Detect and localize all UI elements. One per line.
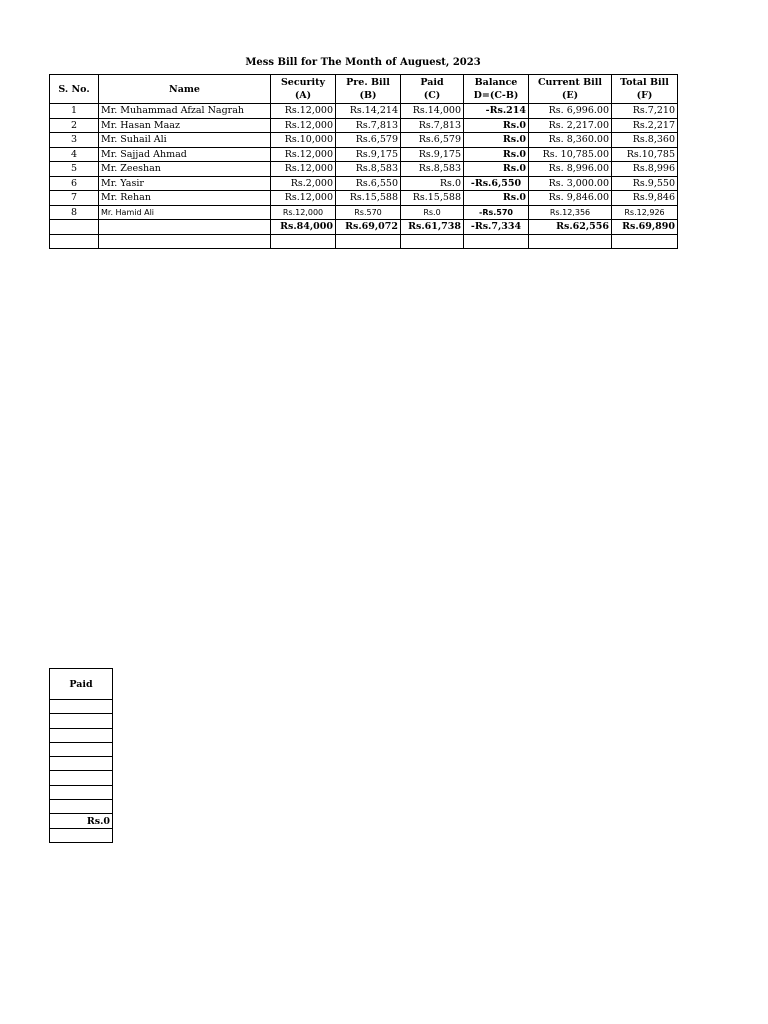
cell-name: Mr. Hamid Ali (99, 205, 271, 220)
cell-total-bill: Rs.8,996 (612, 162, 678, 177)
cell-name: Mr. Yasir (99, 176, 271, 191)
mess-bill-table (49, 74, 678, 249)
total-security: Rs.84,000 (271, 220, 336, 235)
cell-prebill: Rs.8,583 (336, 162, 401, 177)
cell-security: Rs.12,000 (271, 118, 336, 133)
cell-current-bill: Rs. 8,996.00 (529, 162, 612, 177)
cell-balance: Rs.0 (464, 133, 529, 148)
cell-prebill: Rs.9,175 (336, 147, 401, 162)
paid-row (50, 785, 113, 799)
table-row (50, 118, 678, 133)
cell-total-bill: Rs.9,550 (612, 176, 678, 191)
table-row (50, 104, 678, 119)
cell-name: Mr. Muhammad Afzal Nagrah (99, 104, 271, 119)
table-row (50, 176, 678, 191)
page-title: Mess Bill for The Month of Auguest, 2023 (245, 57, 481, 68)
cell-empty (50, 220, 99, 235)
cell-prebill: Rs.6,550 (336, 176, 401, 191)
paid-header: Paid (50, 669, 113, 700)
cell-total-bill: Rs.9,846 (612, 191, 678, 206)
paid-row (50, 771, 113, 785)
cell-prebill: Rs.6,579 (336, 133, 401, 148)
cell-sno: 8 (50, 205, 99, 220)
header-current-bill: Current Bill (E) (529, 75, 612, 104)
cell-current-bill: Rs. 10,785.00 (529, 147, 612, 162)
header-row (50, 75, 678, 104)
cell-security: Rs.10,000 (271, 133, 336, 148)
cell-security: Rs.12,000 (271, 104, 336, 119)
cell-balance: -Rs.214 (464, 104, 529, 119)
cell-current-bill: Rs. 6,996.00 (529, 104, 612, 119)
cell-prebill: Rs.15,588 (336, 191, 401, 206)
paid-row (50, 700, 113, 714)
header-total-bill: Total Bill (F) (612, 75, 678, 104)
cell-name: Mr. Rehan (99, 191, 271, 206)
cell-balance: -Rs.6,550 (464, 176, 529, 191)
table-row (50, 191, 678, 206)
cell-paid: Rs.6,579 (401, 133, 464, 148)
cell-prebill: Rs.14,214 (336, 104, 401, 119)
cell-security: Rs.12,000 (271, 147, 336, 162)
cell-name: Mr. Zeeshan (99, 162, 271, 177)
total-balance: -Rs.7,334 (464, 220, 529, 235)
total-paid: Rs.61,738 (401, 220, 464, 235)
total-current-bill: Rs.62,556 (529, 220, 612, 235)
table-row (50, 205, 678, 220)
cell-current-bill: Rs. 3,000.00 (529, 176, 612, 191)
cell-sno: 6 (50, 176, 99, 191)
cell-sno: 4 (50, 147, 99, 162)
cell-current-bill: Rs. 9,846.00 (529, 191, 612, 206)
cell-name: Mr. Suhail Ali (99, 133, 271, 148)
cell-paid: Rs.7,813 (401, 118, 464, 133)
cell-prebill: Rs.7,813 (336, 118, 401, 133)
cell-balance: Rs.0 (464, 147, 529, 162)
cell-security: Rs.2,000 (271, 176, 336, 191)
paid-total: Rs.0 (50, 814, 113, 828)
table-row (50, 162, 678, 177)
paid-row (50, 800, 113, 814)
cell-paid: Rs.9,175 (401, 147, 464, 162)
cell-balance: Rs.0 (464, 162, 529, 177)
cell-prebill: Rs.570 (336, 205, 401, 220)
header-sno: S. No. (50, 75, 99, 104)
cell-paid: Rs.15,588 (401, 191, 464, 206)
totals-row (50, 220, 678, 235)
paid-table (49, 668, 113, 843)
cell-total-bill: Rs.8,360 (612, 133, 678, 148)
cell-balance: -Rs.570 (464, 205, 529, 220)
empty-row (50, 234, 678, 248)
cell-name: Mr. Sajjad Ahmad (99, 147, 271, 162)
header-balance: Balance D=(C-B) (464, 75, 529, 104)
cell-security: Rs.12,000 (271, 191, 336, 206)
cell-paid: Rs.0 (401, 176, 464, 191)
header-paid: Paid (C) (401, 75, 464, 104)
cell-total-bill: Rs.2,217 (612, 118, 678, 133)
total-total-bill: Rs.69,890 (612, 220, 678, 235)
paid-row (50, 714, 113, 728)
cell-total-bill: Rs.7,210 (612, 104, 678, 119)
cell-sno: 5 (50, 162, 99, 177)
cell-balance: Rs.0 (464, 191, 529, 206)
cell-total-bill: Rs.12,926 (612, 205, 678, 220)
cell-sno: 7 (50, 191, 99, 206)
cell-name: Mr. Hasan Maaz (99, 118, 271, 133)
paid-row (50, 828, 113, 842)
cell-current-bill: Rs.12,356 (529, 205, 612, 220)
cell-security: Rs.12,000 (271, 205, 336, 220)
header-prebill: Pre. Bill (B) (336, 75, 401, 104)
cell-sno: 3 (50, 133, 99, 148)
paid-row (50, 757, 113, 771)
cell-current-bill: Rs. 2,217.00 (529, 118, 612, 133)
total-prebill: Rs.69,072 (336, 220, 401, 235)
table-row (50, 133, 678, 148)
cell-paid: Rs.0 (401, 205, 464, 220)
header-name: Name (99, 75, 271, 104)
paid-row (50, 728, 113, 742)
cell-empty (99, 220, 271, 235)
cell-balance: Rs.0 (464, 118, 529, 133)
cell-sno: 2 (50, 118, 99, 133)
table-row (50, 147, 678, 162)
cell-paid: Rs.14,000 (401, 104, 464, 119)
cell-total-bill: Rs.10,785 (612, 147, 678, 162)
cell-current-bill: Rs. 8,360.00 (529, 133, 612, 148)
cell-sno: 1 (50, 104, 99, 119)
header-security: Security (A) (271, 75, 336, 104)
cell-paid: Rs.8,583 (401, 162, 464, 177)
paid-row (50, 742, 113, 756)
cell-security: Rs.12,000 (271, 162, 336, 177)
